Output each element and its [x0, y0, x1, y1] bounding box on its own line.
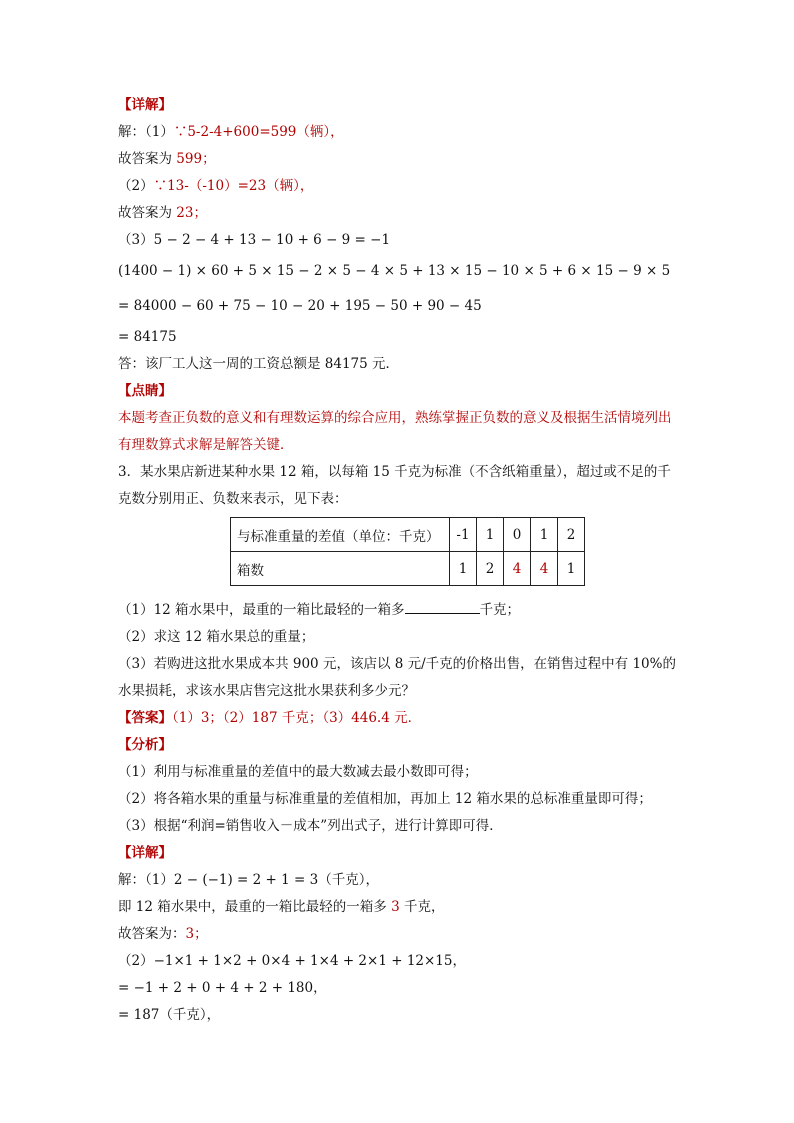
analysis-heading: 【分析】 [118, 737, 172, 753]
answer-line [118, 921, 678, 948]
table-cell: 1 [531, 518, 558, 552]
table-cell: 4 [531, 552, 558, 586]
table-row [231, 552, 585, 586]
table-cell: 1 [477, 518, 504, 552]
answer-heading: 【答案】 [118, 710, 172, 726]
math-line: = −1 + 2 + 0 + 4 + 2 + 180， [118, 980, 327, 996]
detail-heading: 【详解】 [118, 845, 172, 861]
answer-value: 23； [176, 205, 207, 221]
answer-prefix: 故答案为： [118, 926, 186, 942]
analysis-line: （3）根据“利润=销售收入－成本”列出式子，进行计算即可得． [118, 818, 503, 834]
table-header-cell: 箱数 [231, 552, 450, 586]
table-cell: -1 [450, 518, 477, 552]
solution-line [118, 119, 678, 146]
detail-heading: 【详解】 [118, 97, 172, 113]
answer-prefix: 故答案为 [118, 205, 177, 221]
answer-prefix: 故答案为 [118, 151, 177, 167]
solution-unit: 千克， [399, 899, 445, 915]
question-part-text: （1）12 箱水果中，最重的一箱比最轻的一箱多 [118, 602, 405, 618]
answer-line [118, 200, 678, 227]
document-page [118, 92, 678, 1029]
solution-prefix: 解：（1） [118, 124, 174, 140]
table-cell: 1 [558, 552, 585, 586]
table-cell: 2 [558, 518, 585, 552]
solution-value: 3 [391, 899, 400, 915]
solution-formula: ∵13-（-10）=23（辆）， [153, 178, 314, 194]
answer-value: 3； [185, 926, 208, 942]
question-part: （2）求这 12 箱水果总的重量； [118, 629, 315, 645]
table-cell: 2 [477, 552, 504, 586]
solution-text: 即 12 箱水果中，最重的一箱比最轻的一箱多 [118, 899, 392, 915]
math-line: (1400 − 1) × 60 + 5 × 15 − 2 × 5 − 4 × 5 + 13 × 15 − 10 × 5 + 6 × 15 − 9 × 5 [118, 263, 671, 279]
solution-line [118, 173, 678, 200]
conclusion-line: 答：该厂工人这一周的工资总额是 84175 元． [118, 356, 400, 372]
table-cell: 4 [504, 552, 531, 586]
answer-line [118, 146, 678, 173]
question-part: （3）若购进这批水果成本共 900 元，该店以 8 元/千克的价格出售，在销售过程中有 10%的水果损耗，求该水果店售完这批水果获利多少元？ [118, 656, 676, 699]
answer-value: 599； [176, 151, 216, 167]
table-cell: 0 [504, 518, 531, 552]
math-line: 解：（1）2 − (−1) = 2 + 1 = 3（千克）， [118, 872, 379, 888]
math-line: （2）−1×1 + 1×2 + 0×4 + 1×4 + 2×1 + 12×15， [118, 953, 466, 969]
difference-table-wrap [118, 513, 678, 597]
math-line: = 84000 − 60 + 75 − 10 − 20 + 195 − 50 + 90 − 45 [118, 298, 482, 314]
analysis-line: （1）利用与标准重量的差值中的最大数减去最小数即可得； [118, 764, 478, 780]
math-line: （3）5 − 2 − 4 + 13 − 10 + 6 − 9 = −1 [118, 232, 391, 248]
answer-blank[interactable] [405, 599, 480, 614]
answer-line [118, 705, 678, 732]
difference-table [230, 517, 585, 586]
question-stem: 3．某水果店新进某种水果 12 箱，以每箱 15 千克为标准（不含纸箱重量），超过或不足的千克数分别用正、负数来表示，见下表： [118, 464, 671, 507]
comment-heading: 【点睛】 [118, 383, 172, 399]
table-header-cell: 与标准重量的差值（单位：千克） [231, 518, 450, 552]
comment-text: 本题考查正负数的意义和有理数运算的综合应用，熟练掌握正负数的意义及根据生活情境列出有理数算式求解是解答关键． [118, 410, 672, 453]
solution-prefix: （2） [118, 178, 154, 194]
math-line: = 84175 [118, 329, 177, 345]
analysis-line: （2）将各箱水果的重量与标准重量的差值相加，再加上 12 箱水果的总标准重量即可得； [118, 791, 652, 807]
table-row [231, 518, 585, 552]
solution-line [118, 894, 678, 921]
question-part-unit: 千克； [479, 602, 521, 618]
table-cell: 1 [450, 552, 477, 586]
math-line: = 187（千克）， [118, 1007, 221, 1023]
answer-text: （1）3；（2）187 千克；（3）446.4 元． [172, 710, 422, 726]
solution-formula: ∵5-2-4+600=599（辆）， [173, 124, 344, 140]
question-part [118, 597, 678, 624]
